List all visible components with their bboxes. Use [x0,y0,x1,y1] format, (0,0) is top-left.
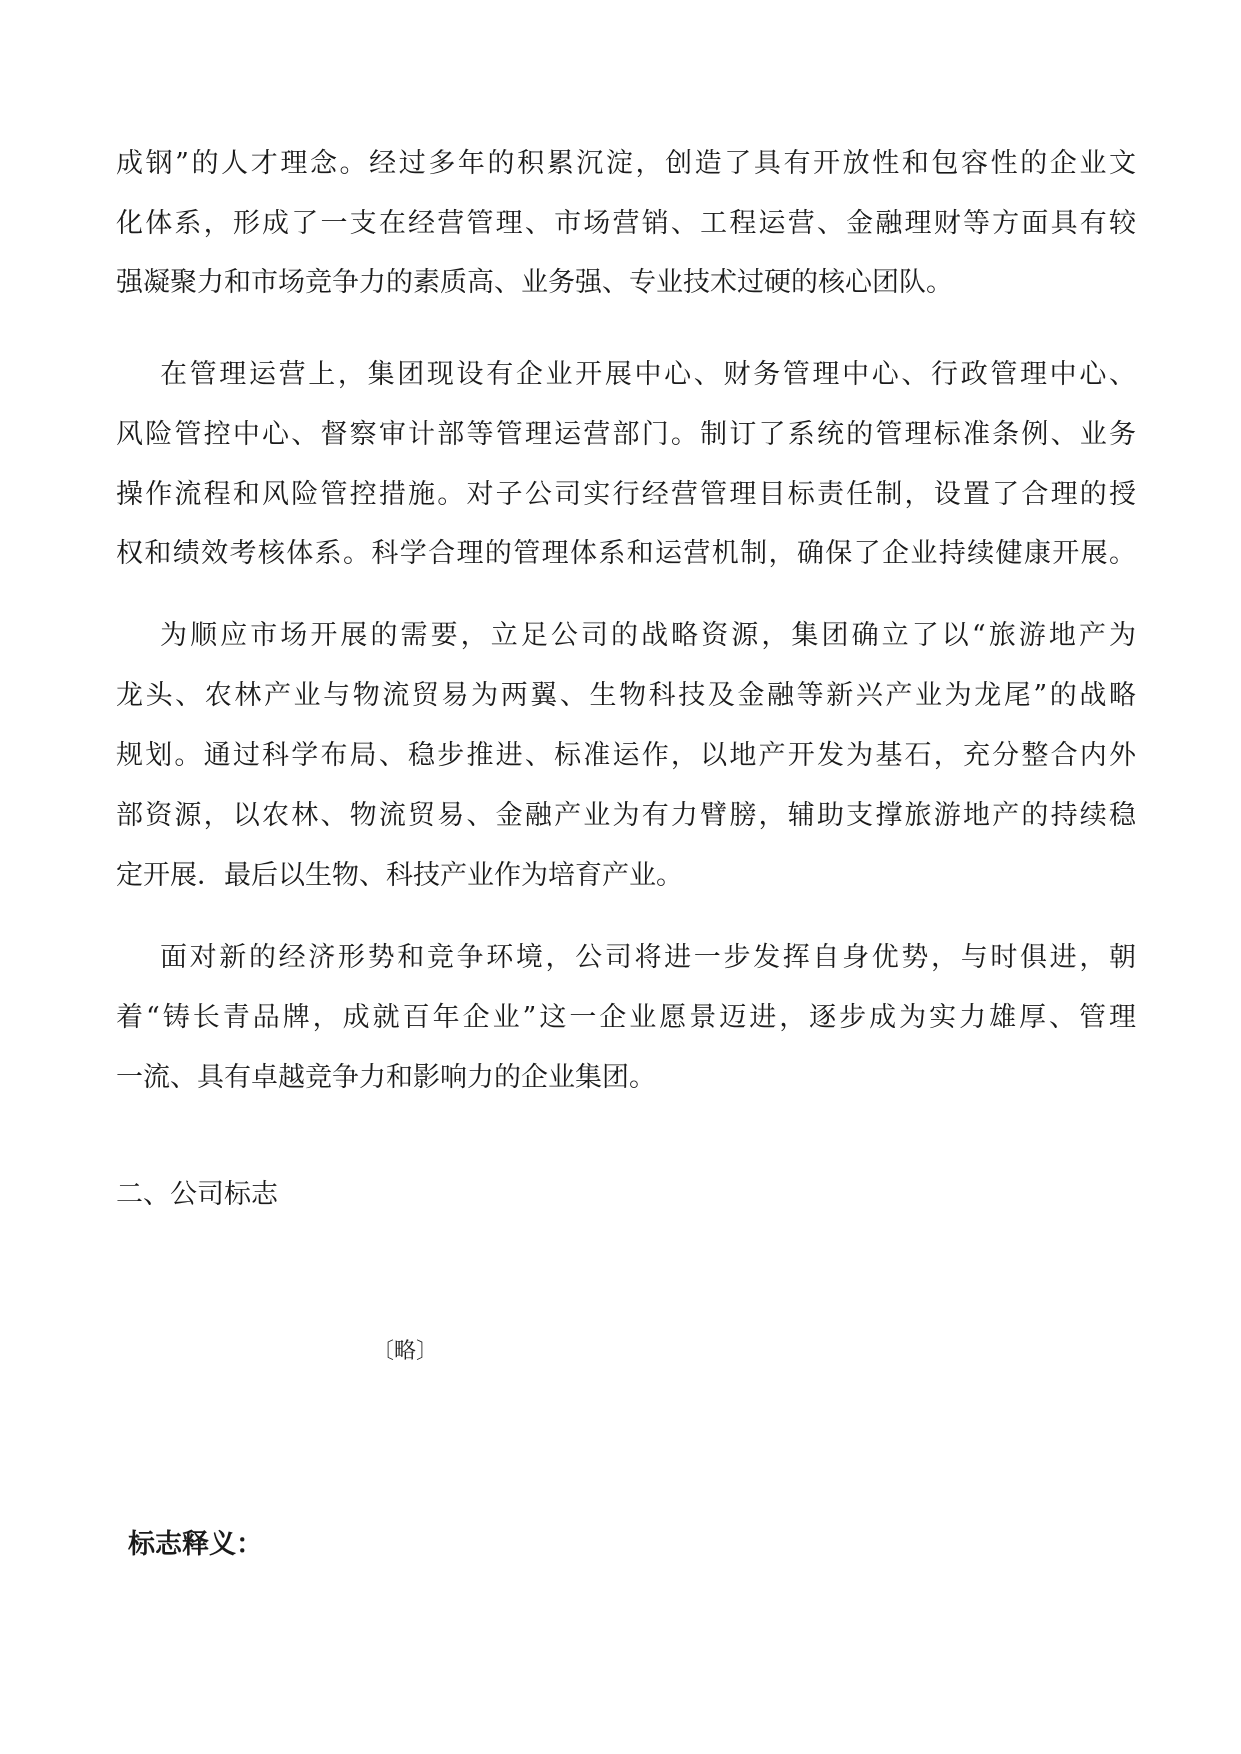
paragraph-3-line-1: 为顺应市场开展的需要，立足公司的战略资源，集团确立了以“旅游地产为 [160,620,1136,651]
paragraph-2-line-1: 在管理运营上，集团现设有企业开展中心、财务管理中心、行政管理中心、 [160,359,1136,390]
logo-placeholder: 〔略〕 [372,1339,439,1364]
paragraph-4-line-1: 面对新的经济形势和竞争环境，公司将进一步发挥自身优势，与时俱进，朝 [160,942,1136,973]
paragraph-1-line-2: 化体系，形成了一支在经营管理、市场营销、工程运营、金融理财等方面具有较 [116,208,1136,239]
paragraph-1-line-3: 强凝聚力和市场竞争力的素质高、业务强、专业技术过硬的核心团队。 [116,267,953,298]
paragraph-2-line-2: 风险管控中心、督察审计部等管理运营部门。制订了系统的管理标准条例、业务 [116,419,1136,450]
paragraph-2-line-4: 权和绩效考核体系。科学合理的管理体系和运营机制，确保了企业持续健康开展。 [116,538,1136,569]
paragraph-3-line-5: 定开展．最后以生物、科技产业作为培育产业。 [116,860,683,891]
section-heading: 二、公司标志 [116,1179,278,1210]
paragraph-2-line-3: 操作流程和风险管控措施。对子公司实行经营管理目标责任制，设置了合理的授 [116,479,1136,510]
paragraph-3-line-3: 规划。通过科学布局、稳步推进、标准运作，以地产开发为基石，充分整合内外 [116,740,1136,771]
paragraph-3-line-2: 龙头、农林产业与物流贸易为两翼、生物科技及金融等新兴产业为龙尾”的战略 [116,680,1136,711]
paragraph-1-line-1: 成钢”的人才理念。经过多年的积累沉淀，创造了具有开放性和包容性的企业文 [116,148,1136,179]
paragraph-4-line-2: 着“铸长青品牌，成就百年企业”这一企业愿景迈进，逐步成为实力雄厚、管理 [116,1002,1136,1033]
paragraph-3-line-4: 部资源，以农林、物流贸易、金融产业为有力臂膀，辅助支撑旅游地产的持续稳 [116,800,1136,831]
paragraph-4-line-3: 一流、具有卓越竞争力和影响力的企业集团。 [116,1062,656,1093]
logo-meaning-heading: 标志释义： [128,1529,263,1560]
